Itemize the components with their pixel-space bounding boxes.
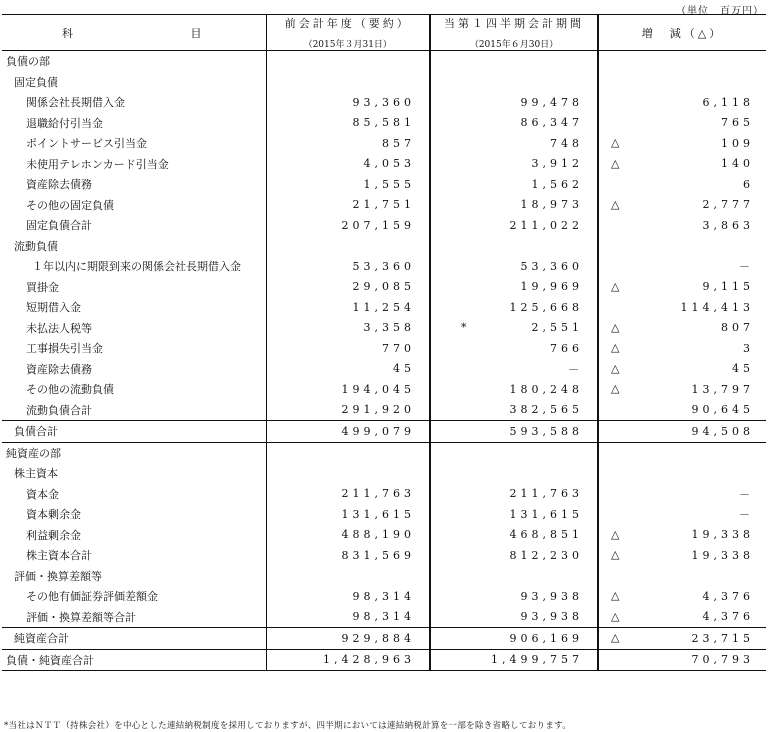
diff-cell [598,484,766,505]
diff-cell [598,92,766,113]
diff-value: 45 [732,362,754,376]
table-row [2,504,766,525]
decrease-triangle-icon: △ [611,631,620,644]
prev-year-value: 53,360 [266,256,430,277]
row-label: 関係会社長期借入金 [26,96,125,110]
table-row [2,566,766,587]
diff-value: 3 [743,341,754,355]
prev-year-value: 770 [266,338,430,359]
table-row [2,649,766,671]
row-label: 利益剰余金 [26,528,81,542]
row-label: 資本剰余金 [26,508,81,522]
table-row [2,442,766,463]
table-row [2,400,766,421]
diff-value: 19,338 [691,548,754,562]
diff-cell [598,236,766,257]
diff-value: 140 [721,157,754,171]
current-quarter-value: 99,478 [520,95,583,109]
table-row [2,72,766,93]
prev-year-value: 857 [266,133,430,154]
table-row [2,51,766,72]
diff-cell [598,379,766,400]
current-quarter-cell [430,421,598,443]
current-quarter-cell [430,236,598,257]
diff-value: － [739,508,754,522]
row-label: 純資産の部 [2,442,266,463]
diff-cell [598,195,766,216]
row-label: 負債・純資産合計 [2,649,266,671]
table-row [2,113,766,134]
prev-year-value [266,236,430,257]
row-label: 評価・換算差額等 [14,569,102,583]
diff-cell [598,607,766,628]
current-quarter-cell [430,525,598,546]
prev-year-value: 3,358 [266,318,430,339]
diff-value: 6 [743,177,754,191]
row-label: 負債合計 [2,421,266,443]
diff-value: 3,863 [702,218,754,232]
table-row [2,463,766,484]
diff-value: 114,413 [680,300,754,314]
diff-cell [598,215,766,236]
row-label: 評価・換算差額等合計 [26,610,136,624]
decrease-triangle-icon: △ [611,361,620,375]
current-quarter-cell [430,504,598,525]
decrease-triangle-icon: △ [611,156,620,170]
current-quarter-value: 906,169 [509,631,583,645]
asterisk-mark: * [461,320,471,334]
diff-value: 13,797 [691,382,754,396]
prev-year-value: 211,763 [266,484,430,505]
header-cur-date: （2015年６月30日） [469,40,559,50]
diff-cell [598,113,766,134]
row-label: 流動負債合計 [26,403,92,417]
prev-year-value: 499,079 [266,421,430,443]
header-prev-date: （2015年３月31日） [303,40,392,50]
prev-year-value: 194,045 [266,379,430,400]
current-quarter-cell [430,379,598,400]
row-label: 固定負債 [14,75,58,89]
current-quarter-value: 131,615 [509,507,583,521]
table-row [2,277,766,298]
diff-cell [598,628,766,650]
diff-value: 6,118 [702,95,754,109]
prev-year-value: 21,751 [266,195,430,216]
header-kamoku [2,15,266,51]
current-quarter-cell [430,133,598,154]
diff-cell [598,174,766,195]
prev-year-value [266,463,430,484]
prev-year-value: 98,314 [266,586,430,607]
prev-year-value: 29,085 [266,277,430,298]
table-row [2,297,766,318]
header-kamoku-b: 目 [190,26,202,40]
current-quarter-cell [430,318,598,339]
table-row [2,154,766,175]
row-label: 短期借入金 [26,301,81,315]
row-label: 資産除去債務 [26,362,92,376]
decrease-triangle-icon: △ [611,527,620,541]
table-row [2,484,766,505]
current-quarter-cell [430,174,598,195]
current-quarter-cell [430,607,598,628]
current-quarter-cell [430,51,598,72]
prev-year-value: 291,920 [266,400,430,421]
row-label: 退職給付引当金 [26,116,103,130]
table-row [2,318,766,339]
header-diff-title: 増 減（△） [641,26,724,40]
table-row [2,545,766,566]
table-row [2,133,766,154]
prev-year-value: 929,884 [266,628,430,650]
prev-year-value: 4,053 [266,154,430,175]
table-row [2,256,766,277]
current-quarter-value: 18,973 [520,198,583,212]
prev-year-value: 11,254 [266,297,430,318]
diff-value: 19,338 [691,528,754,542]
diff-cell [598,525,766,546]
row-label: 株主資本合計 [26,549,92,563]
table-row [2,525,766,546]
table-row [2,628,766,650]
prev-year-value: 1,428,963 [266,649,430,671]
current-quarter-value: 86,347 [520,116,583,130]
current-quarter-value: 766 [550,341,583,355]
row-label: 固定負債合計 [26,219,92,233]
table-row [2,195,766,216]
prev-year-value [266,442,430,463]
prev-year-value: 45 [266,359,430,380]
row-label: その他の固定負債 [26,198,114,212]
footnote: *当社はＮＴＴ（持株会社）を中心とした連結納税制度を採用しておりますが、四半期においては連結納税計算を一部を除き省略しております。 [4,721,572,731]
balance-sheet-table [2,14,766,671]
diff-cell [598,359,766,380]
current-quarter-cell [430,400,598,421]
table-row [2,236,766,257]
diff-cell [598,586,766,607]
current-quarter-cell [430,215,598,236]
diff-value: 2,777 [702,198,754,212]
row-label: その他有価証券評価差額金 [26,590,158,604]
header-cur-title: 当第１四半期会計期間 [444,17,584,30]
diff-cell [598,51,766,72]
prev-year-value: 1,555 [266,174,430,195]
current-quarter-cell [430,545,598,566]
current-quarter-value: 180,248 [509,382,583,396]
row-label: 資本金 [26,487,59,501]
current-quarter-value: 53,360 [520,259,583,273]
decrease-triangle-icon: △ [611,382,620,395]
row-label: 資産除去債務 [26,178,92,192]
current-quarter-value: 1,562 [531,177,583,191]
current-quarter-value: 2,551 [531,321,583,335]
current-quarter-cell [430,463,598,484]
diff-cell [598,566,766,587]
diff-cell [598,338,766,359]
prev-year-value: 207,159 [266,215,430,236]
header-prev-year [266,15,430,51]
header-current-quarter [430,15,598,51]
diff-value: 9,115 [702,280,754,294]
diff-cell [598,154,766,175]
prev-year-value [266,566,430,587]
diff-value: 4,376 [702,589,754,603]
row-label: 未払法人税等 [26,321,92,335]
table-row [2,92,766,113]
current-quarter-cell [430,484,598,505]
header-prev-title: 前会計年度（要約） [284,17,411,30]
diff-cell [598,277,766,298]
current-quarter-value: 382,565 [509,403,583,417]
table-row [2,174,766,195]
row-label: 未使用テレホンカード引当金 [26,157,169,171]
current-quarter-value: 93,938 [520,610,583,624]
current-quarter-cell [430,566,598,587]
row-label: １年以内に期限到来の関係会社長期借入金 [32,260,241,274]
decrease-triangle-icon: △ [611,279,620,293]
diff-cell [598,421,766,443]
decrease-triangle-icon: △ [611,197,620,211]
diff-value: 807 [721,321,754,335]
diff-cell [598,442,766,463]
header-diff [598,15,766,51]
prev-year-value: 831,569 [266,545,430,566]
table-row [2,215,766,236]
decrease-triangle-icon: △ [611,320,620,334]
diff-value: 109 [721,136,754,150]
row-label: 純資産合計 [2,628,266,650]
current-quarter-value: 3,912 [531,157,583,171]
current-quarter-cell [430,586,598,607]
diff-value: 4,376 [702,610,754,624]
diff-value: 23,715 [691,631,754,645]
current-quarter-cell [430,338,598,359]
header-kamoku-a: 科 [62,26,73,40]
prev-year-value [266,72,430,93]
decrease-triangle-icon: △ [611,589,620,602]
diff-value: － [739,260,754,274]
row-label: 工事損失引当金 [26,342,103,356]
prev-year-value: 98,314 [266,607,430,628]
decrease-triangle-icon: △ [611,548,620,561]
diff-cell [598,463,766,484]
table-header-row [2,15,766,51]
current-quarter-value: 812,230 [509,548,583,562]
current-quarter-cell [430,649,598,671]
current-quarter-cell [430,72,598,93]
table-row [2,379,766,400]
current-quarter-cell [430,628,598,650]
row-label: 株主資本 [14,467,58,481]
prev-year-value: 488,190 [266,525,430,546]
current-quarter-value: 748 [550,136,583,150]
decrease-triangle-icon: △ [611,341,620,354]
current-quarter-cell [430,195,598,216]
diff-cell [598,133,766,154]
table-row [2,607,766,628]
diff-cell [598,318,766,339]
prev-year-value [266,51,430,72]
diff-value: 90,645 [691,403,754,417]
current-quarter-cell [430,359,598,380]
current-quarter-cell [430,297,598,318]
diff-cell [598,400,766,421]
row-label: 買掛金 [26,280,59,294]
row-label: 負債の部 [6,55,50,69]
row-label: その他の流動負債 [26,383,114,397]
unit-note: （単位 百万円） [676,6,764,17]
prev-year-value: 93,360 [266,92,430,113]
diff-cell [598,545,766,566]
diff-value: 70,793 [691,653,754,667]
diff-value: 765 [721,116,754,130]
table-row [2,338,766,359]
current-quarter-value: 593,588 [509,424,583,438]
current-quarter-cell [430,92,598,113]
diff-cell [598,504,766,525]
decrease-triangle-icon: △ [611,136,620,149]
current-quarter-value: 125,668 [509,300,583,314]
diff-value: － [739,487,754,501]
table-row [2,586,766,607]
current-quarter-value: 1,499,757 [491,653,583,667]
current-quarter-value: 211,022 [509,218,583,232]
decrease-triangle-icon: △ [611,609,620,623]
diff-cell [598,72,766,93]
current-quarter-cell [430,442,598,463]
diff-cell [598,256,766,277]
current-quarter-cell [430,154,598,175]
diff-value: 94,508 [691,424,754,438]
table-row [2,421,766,443]
current-quarter-cell [430,113,598,134]
current-quarter-value: 93,938 [520,589,583,603]
row-label: ポイントサービス引当金 [26,137,147,151]
table-row [2,359,766,380]
current-quarter-value: － [568,362,583,376]
prev-year-value: 85,581 [266,113,430,134]
diff-cell [598,297,766,318]
current-quarter-value: 211,763 [509,487,583,501]
diff-cell [598,649,766,671]
current-quarter-value: 19,969 [520,280,583,294]
row-label: 流動負債 [14,239,58,253]
current-quarter-value: 468,851 [509,528,583,542]
current-quarter-cell [430,256,598,277]
current-quarter-cell [430,277,598,298]
prev-year-value: 131,615 [266,504,430,525]
